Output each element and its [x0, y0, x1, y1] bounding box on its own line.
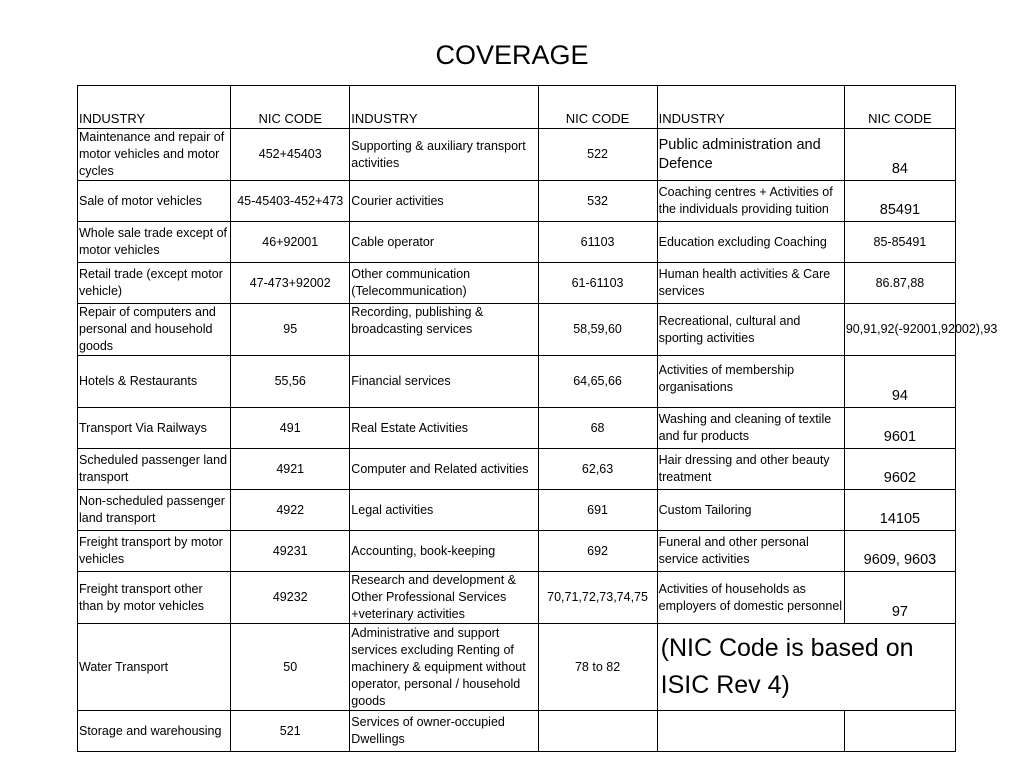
- industry-cell: Freight transport other than by motor vehicles: [78, 572, 231, 624]
- industry-cell: Coaching centres + Activities of the individuals providing tuition: [657, 181, 844, 222]
- table-row: [78, 181, 956, 222]
- nic-code-cell: 49231: [231, 531, 350, 572]
- industry-cell: Computer and Related activities: [350, 449, 538, 490]
- table-row: [78, 356, 956, 408]
- industry-cell: Recording, publishing & broadcasting services: [350, 304, 538, 356]
- industry-cell: Transport Via Railways: [78, 408, 231, 449]
- nic-code-cell: 491: [231, 408, 350, 449]
- nic-code-cell: 62,63: [538, 449, 657, 490]
- header-nic-code-1: NIC CODE: [231, 86, 350, 129]
- industry-cell: Retail trade (except motor vehicle): [78, 263, 231, 304]
- nic-code-cell: 58,59,60: [538, 304, 657, 356]
- industry-cell: Hotels & Restaurants: [78, 356, 231, 408]
- industry-cell: Activities of households as employers of domestic personnel: [657, 572, 844, 624]
- nic-code-cell: 90,91,92(-92001,92002),93: [844, 304, 955, 356]
- industry-cell: Sale of motor vehicles: [78, 181, 231, 222]
- nic-code-cell: 9601: [844, 408, 955, 449]
- header-industry-1: INDUSTRY: [78, 86, 231, 129]
- header-nic-code-2: NIC CODE: [538, 86, 657, 129]
- nic-code-cell: 9602: [844, 449, 955, 490]
- industry-cell: Maintenance and repair of motor vehicles and motor cycles: [78, 129, 231, 181]
- industry-cell: Courier activities: [350, 181, 538, 222]
- industry-cell: Cable operator: [350, 222, 538, 263]
- industry-cell: Custom Tailoring: [657, 490, 844, 531]
- nic-code-cell: 50: [231, 624, 350, 711]
- industry-cell: Research and development & Other Professional Services +veterinary activities: [350, 572, 538, 624]
- nic-code-cell: 97: [844, 572, 955, 624]
- nic-code-cell: 452+45403: [231, 129, 350, 181]
- header-industry-2: INDUSTRY: [350, 86, 538, 129]
- industry-cell: Scheduled passenger land transport: [78, 449, 231, 490]
- industry-cell: Non-scheduled passenger land transport: [78, 490, 231, 531]
- industry-cell: Human health activities & Care services: [657, 263, 844, 304]
- nic-code-cell: 47-473+92002: [231, 263, 350, 304]
- header-industry-3: INDUSTRY: [657, 86, 844, 129]
- industry-cell: Services of owner-occupied Dwellings: [350, 711, 538, 752]
- nic-code-cell: 692: [538, 531, 657, 572]
- table-row: [78, 624, 956, 711]
- industry-cell: Hair dressing and other beauty treatment: [657, 449, 844, 490]
- table-row: [78, 304, 956, 356]
- nic-code-cell: 94: [844, 356, 955, 408]
- nic-code-cell: 4922: [231, 490, 350, 531]
- nic-code-cell: 522: [538, 129, 657, 181]
- table-row: [78, 572, 956, 624]
- nic-code-cell: 78 to 82: [538, 624, 657, 711]
- nic-code-cell: 64,65,66: [538, 356, 657, 408]
- table-row: [78, 222, 956, 263]
- nic-code-cell: 86.87,88: [844, 263, 955, 304]
- nic-code-cell: 85491: [844, 181, 955, 222]
- industry-cell: Recreational, cultural and sporting activities: [657, 304, 844, 356]
- table-row: [78, 263, 956, 304]
- nic-code-cell: 61103: [538, 222, 657, 263]
- nic-code-cell: 68: [538, 408, 657, 449]
- nic-code-note: (NIC Code is based on ISIC Rev 4): [657, 624, 955, 711]
- industry-cell: Real Estate Activities: [350, 408, 538, 449]
- industry-cell: Washing and cleaning of textile and fur products: [657, 408, 844, 449]
- nic-code-cell: 4921: [231, 449, 350, 490]
- table-row: [78, 711, 956, 752]
- nic-code-cell: 84: [844, 129, 955, 181]
- nic-code-cell: 55,56: [231, 356, 350, 408]
- coverage-table: [77, 85, 998, 752]
- industry-cell: Other communication (Telecommunication): [350, 263, 538, 304]
- industry-cell: Repair of computers and personal and household goods: [78, 304, 231, 356]
- industry-cell: Freight transport by motor vehicles: [78, 531, 231, 572]
- industry-cell: Water Transport: [78, 624, 231, 711]
- table-row: [78, 449, 956, 490]
- industry-cell: Administrative and support services excluding Renting of machinery & equipment without operator, personal / household goods: [350, 624, 538, 711]
- header-nic-code-3: NIC CODE: [844, 86, 955, 129]
- table-row: [78, 531, 956, 572]
- industry-cell: Public administration and Defence: [657, 129, 844, 181]
- table-row: [78, 490, 956, 531]
- nic-code-cell: 521: [231, 711, 350, 752]
- industry-cell: Funeral and other personal service activities: [657, 531, 844, 572]
- header-row: [78, 86, 956, 129]
- page-title: COVERAGE: [435, 40, 589, 70]
- nic-code-cell: 95: [231, 304, 350, 356]
- nic-code-cell: 46+92001: [231, 222, 350, 263]
- table-row: [78, 129, 956, 181]
- nic-code-cell: 49232: [231, 572, 350, 624]
- industry-cell: Legal activities: [350, 490, 538, 531]
- table-row: [78, 408, 956, 449]
- industry-cell: Financial services: [350, 356, 538, 408]
- nic-code-cell: 45-45403-452+473: [231, 181, 350, 222]
- nic-code-cell: 9609, 9603: [844, 531, 955, 572]
- industry-cell: Whole sale trade except of motor vehicles: [78, 222, 231, 263]
- nic-code-cell: 85-85491: [844, 222, 955, 263]
- nic-code-cell: 532: [538, 181, 657, 222]
- industry-cell: Supporting & auxiliary transport activities: [350, 129, 538, 181]
- industry-cell: Activities of membership organisations: [657, 356, 844, 408]
- nic-code-cell: 70,71,72,73,74,75: [538, 572, 657, 624]
- industry-cell: Accounting, book-keeping: [350, 531, 538, 572]
- industry-cell: Storage and warehousing: [78, 711, 231, 752]
- industry-cell: [657, 711, 844, 752]
- industry-cell: Education excluding Coaching: [657, 222, 844, 263]
- nic-code-cell: [538, 711, 657, 752]
- nic-code-cell: 691: [538, 490, 657, 531]
- nic-code-cell: [844, 711, 955, 752]
- nic-code-cell: 61-61103: [538, 263, 657, 304]
- nic-code-cell: 14105: [844, 490, 955, 531]
